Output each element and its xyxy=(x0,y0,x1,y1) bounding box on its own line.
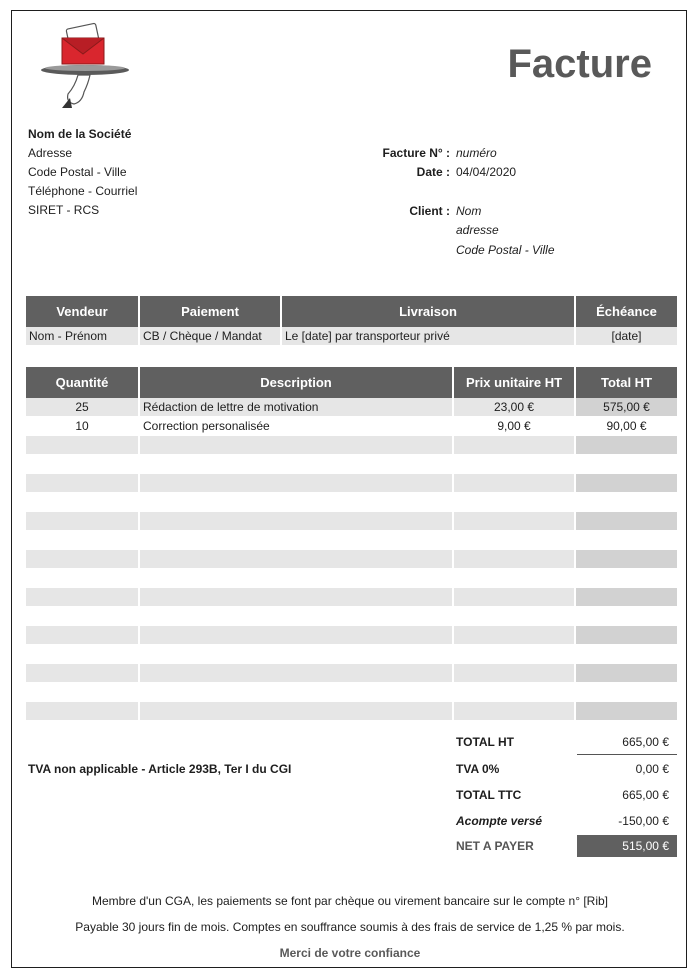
table-row xyxy=(26,626,677,645)
company-city: Code Postal - Ville xyxy=(28,165,127,179)
column-header-description: Description xyxy=(140,367,454,398)
company-info xyxy=(28,125,137,220)
column-header-total-ht: Total HT xyxy=(576,367,677,398)
table-row xyxy=(26,417,677,436)
date-value: 04/04/2020 xyxy=(456,165,517,179)
client-label: Client : xyxy=(409,204,450,218)
table-row xyxy=(26,569,677,588)
acompte-value: -150,00 € xyxy=(618,814,669,828)
table-row xyxy=(26,474,677,493)
table-row xyxy=(26,683,677,702)
paiement-cell: CB / Chèque / Mandat xyxy=(140,327,282,346)
quantity-cell: 25 xyxy=(26,398,140,417)
footer-late-fees: Payable 30 jours fin de mois. Comptes en souffrance soumis à des frais de service de 1,25 % par mois. xyxy=(75,920,625,934)
company-address: Adresse xyxy=(28,146,73,160)
table-row xyxy=(26,645,677,664)
total-ttc-value: 665,00 € xyxy=(622,788,669,802)
waiter-tray-envelope-icon xyxy=(38,20,133,110)
invoice-number-value: numéro xyxy=(456,146,497,160)
column-header-paiement: Paiement xyxy=(140,296,282,327)
table-row xyxy=(26,512,677,531)
table-row xyxy=(26,436,677,455)
table-row xyxy=(26,531,677,550)
description-cell: Correction personalisée xyxy=(140,417,454,436)
tva-value: 0,00 € xyxy=(635,762,669,776)
table-row xyxy=(26,398,677,417)
echeance-cell: [date] xyxy=(576,327,677,346)
quantity-cell: 10 xyxy=(26,417,140,436)
table-row xyxy=(26,493,677,512)
tva-label: TVA 0% xyxy=(456,762,500,776)
invoice-number-label: Facture N° : xyxy=(382,146,450,160)
acompte-label: Acompte versé xyxy=(456,814,543,828)
company-name: Nom de la Société xyxy=(28,127,132,141)
table-row xyxy=(26,455,677,474)
page-title: Facture xyxy=(507,42,652,86)
column-header-vendeur: Vendeur xyxy=(26,296,140,327)
table-row xyxy=(26,588,677,607)
total-ht-value: 665,00 € xyxy=(622,735,669,749)
client-city: Code Postal - Ville xyxy=(456,243,555,257)
footer-payment-terms: Membre d'un CGA, les paiements se font par chèque ou virement bancaire sur le compte n° [Rib] xyxy=(91,894,608,908)
company-siret: SIRET - RCS xyxy=(28,203,100,217)
company-contact: Téléphone - Courriel xyxy=(28,184,138,198)
client-address: adresse xyxy=(456,223,499,237)
client-name: Nom xyxy=(456,204,482,218)
table-row xyxy=(26,550,677,569)
total-ttc-label: TOTAL TTC xyxy=(456,788,522,802)
line-total-cell: 575,00 € xyxy=(576,398,677,417)
line-total-cell: 90,00 € xyxy=(576,417,677,436)
net-to-pay-value: 515,00 € xyxy=(622,839,669,853)
unit-price-cell: 9,00 € xyxy=(454,417,576,436)
column-header-quantite: Quantité xyxy=(26,367,140,398)
date-label: Date : xyxy=(416,165,450,179)
column-header-livraison: Livraison xyxy=(282,296,576,327)
table-row xyxy=(26,664,677,683)
livraison-cell: Le [date] par transporteur privé xyxy=(282,327,576,346)
table-row xyxy=(26,607,677,626)
sales-info-table xyxy=(26,296,677,346)
total-ht-label: TOTAL HT xyxy=(456,735,514,749)
vendeur-cell: Nom - Prénom xyxy=(26,327,140,346)
tva-note: TVA non applicable - Article 293B, Ter I du CGI xyxy=(28,762,292,776)
footer-thanks: Merci de votre confiance xyxy=(279,946,421,960)
unit-price-cell: 23,00 € xyxy=(454,398,576,417)
description-cell: Rédaction de lettre de motivation xyxy=(140,398,454,417)
column-header-prix-unitaire: Prix unitaire HT xyxy=(454,367,576,398)
column-header-echeance: Échéance xyxy=(576,296,677,327)
totals-divider xyxy=(577,754,677,755)
items-table xyxy=(26,367,677,740)
net-to-pay-label: NET A PAYER xyxy=(456,839,534,853)
table-row xyxy=(26,702,677,721)
